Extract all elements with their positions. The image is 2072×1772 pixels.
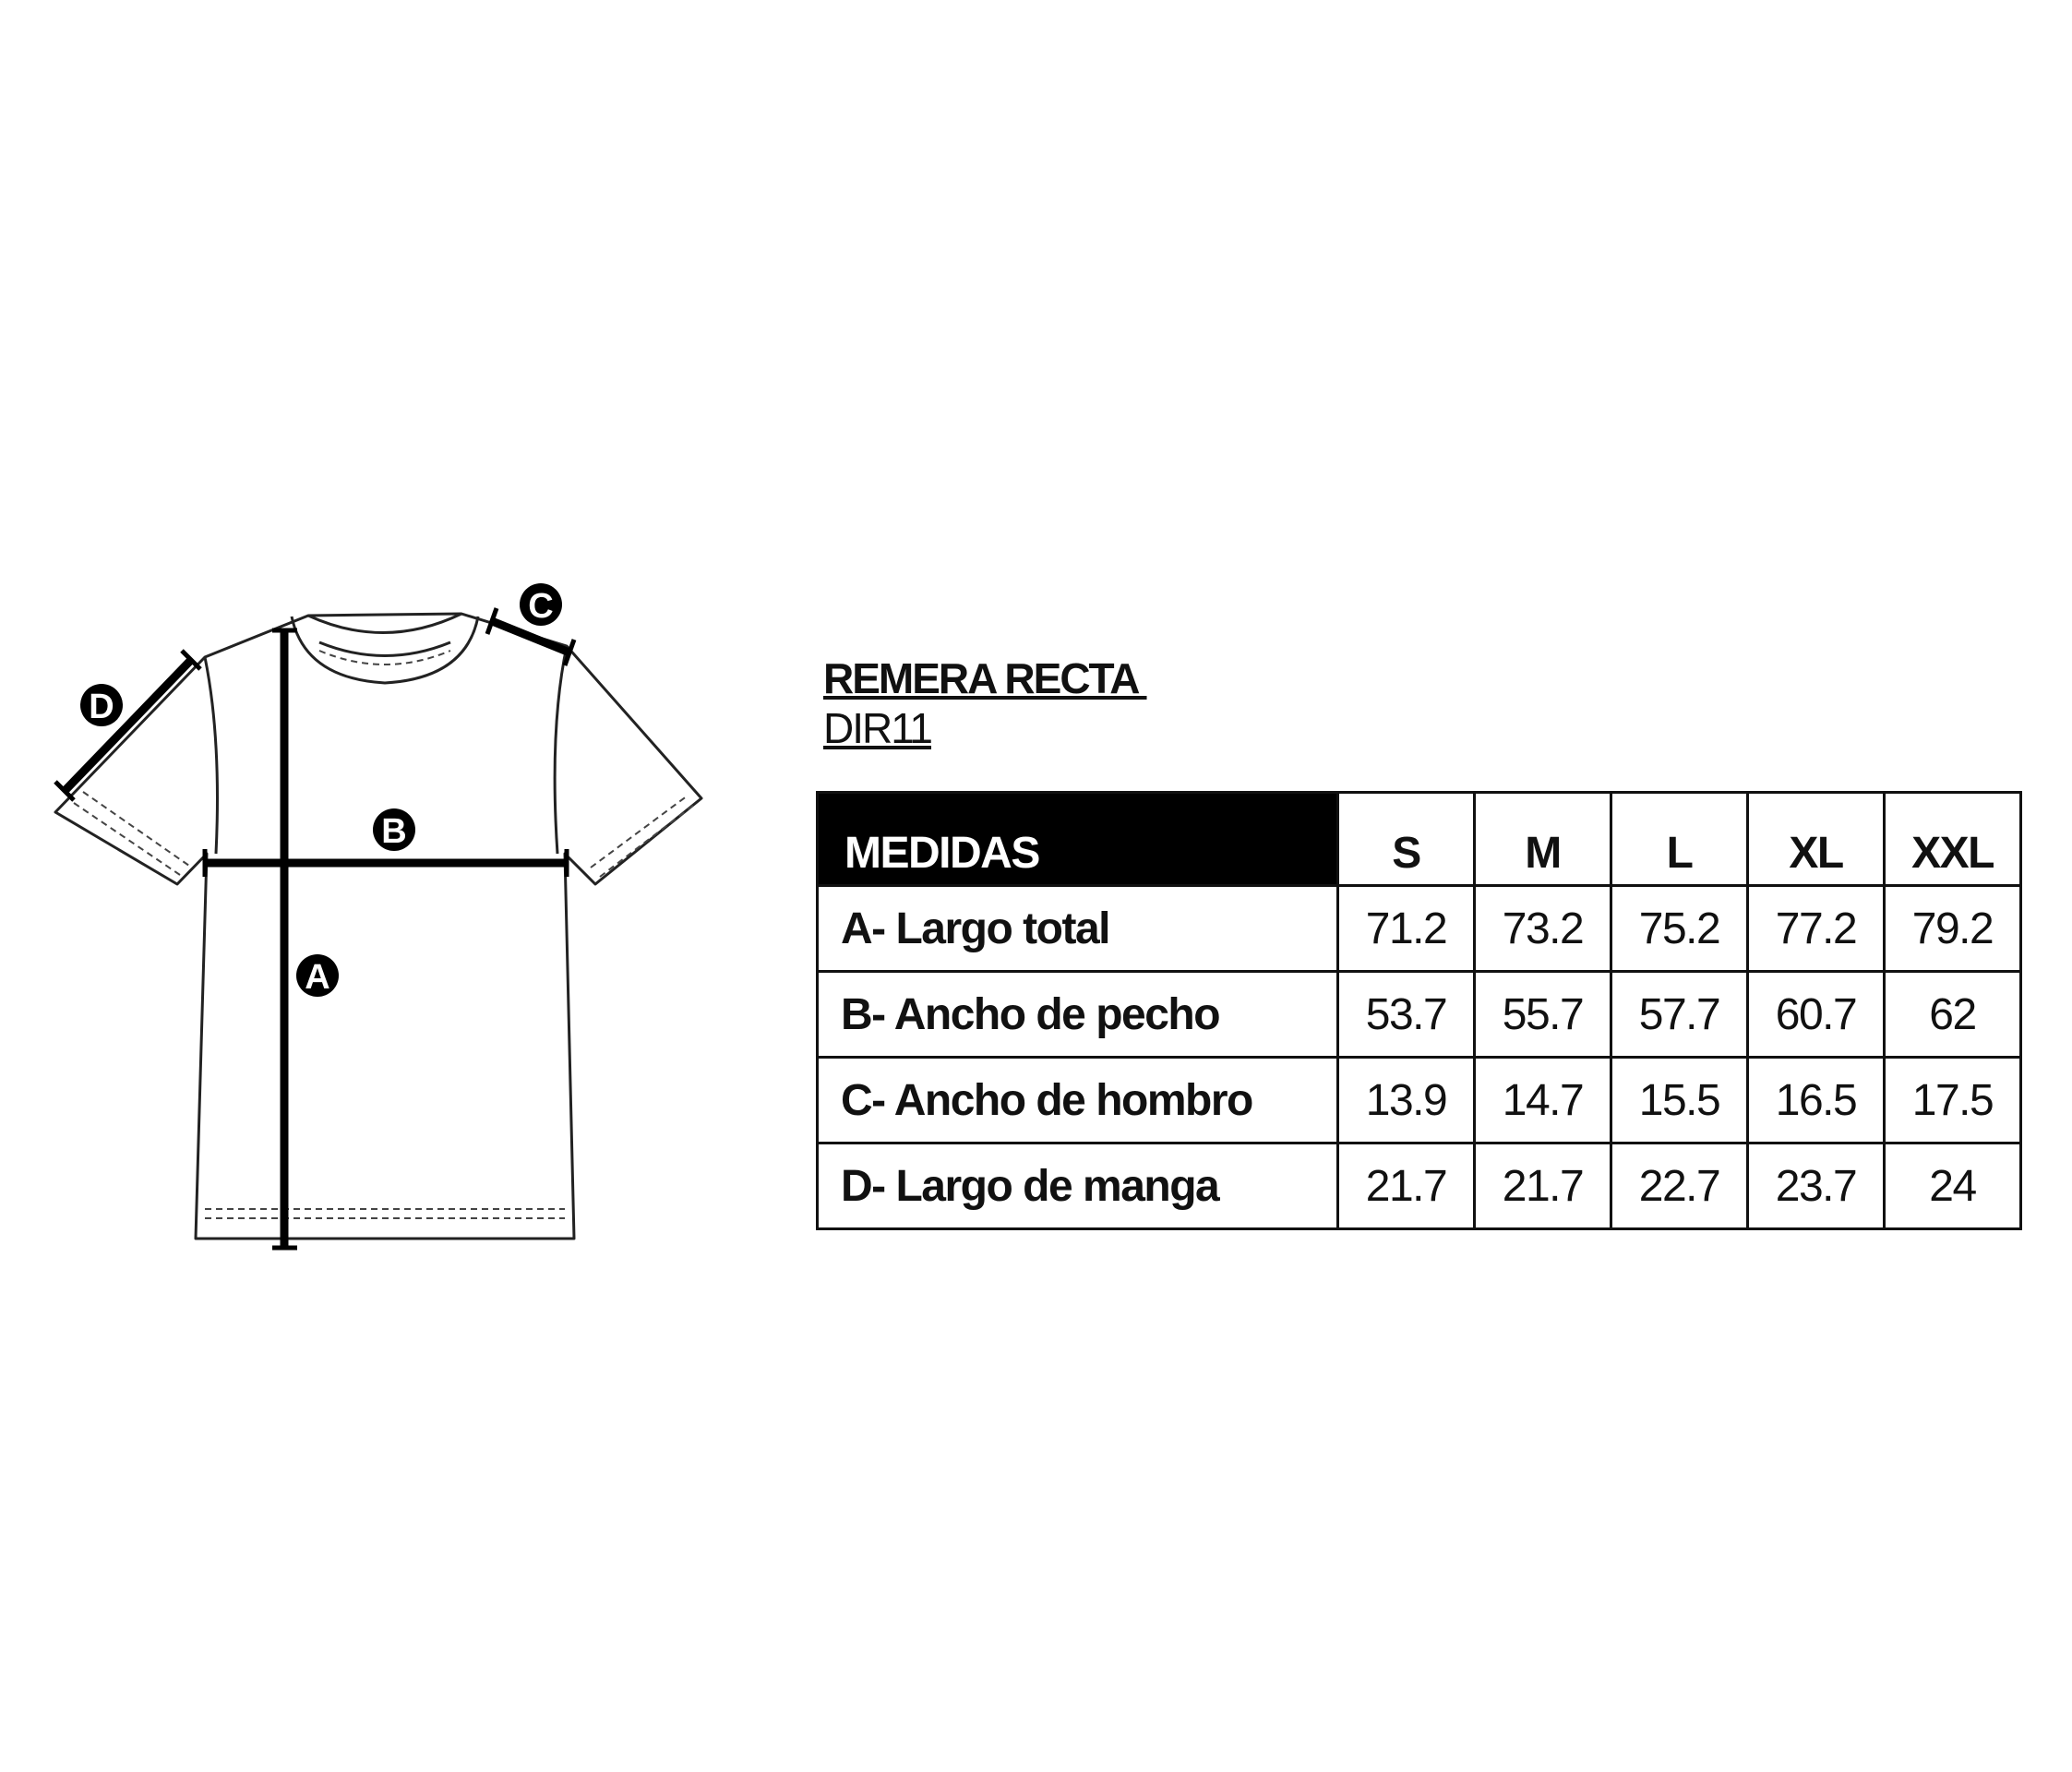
table-row — [818, 1058, 2021, 1143]
measurement-value: 75.2 — [1611, 886, 1748, 972]
svg-text:A: A — [305, 958, 330, 997]
measurement-value: 62 — [1885, 972, 2021, 1058]
table-row — [818, 1143, 2021, 1229]
size-header: M — [1475, 793, 1611, 886]
measurement-value: 21.7 — [1338, 1143, 1475, 1229]
tshirt-measurement-diagram — [0, 0, 812, 1772]
callout-d — [80, 684, 123, 726]
row-label: A- Largo total — [818, 886, 1338, 972]
table-row — [818, 972, 2021, 1058]
table-header-medidas: MEDIDAS — [818, 793, 1338, 886]
measurement-value: 23.7 — [1748, 1143, 1885, 1229]
product-title: REMERA RECTA — [823, 654, 1147, 702]
tshirt-outline — [55, 614, 701, 1239]
measurement-value: 60.7 — [1748, 972, 1885, 1058]
measurement-value: 57.7 — [1611, 972, 1748, 1058]
measurement-value: 13.9 — [1338, 1058, 1475, 1143]
row-label: C- Ancho de hombro — [818, 1058, 1338, 1143]
measurement-value: 73.2 — [1475, 886, 1611, 972]
row-label: D- Largo de manga — [818, 1143, 1338, 1229]
size-header: S — [1338, 793, 1475, 886]
size-header: XL — [1748, 793, 1885, 886]
measurement-value: 16.5 — [1748, 1058, 1885, 1143]
svg-text:C: C — [528, 587, 554, 626]
measurement-value: 22.7 — [1611, 1143, 1748, 1229]
svg-text:D: D — [89, 688, 114, 726]
measurement-value: 21.7 — [1475, 1143, 1611, 1229]
product-code: DIR11 — [823, 704, 931, 752]
size-header: L — [1611, 793, 1748, 886]
measurement-value: 53.7 — [1338, 972, 1475, 1058]
table-row — [818, 886, 2021, 972]
measurement-value: 77.2 — [1748, 886, 1885, 972]
callout-a — [296, 954, 339, 997]
callout-b — [373, 808, 415, 851]
measure-line-d — [65, 660, 191, 791]
measurement-value: 55.7 — [1475, 972, 1611, 1058]
measurement-value: 15.5 — [1611, 1058, 1748, 1143]
size-table — [816, 791, 2022, 1230]
measurement-lines — [55, 608, 574, 1248]
row-label: B- Ancho de pecho — [818, 972, 1338, 1058]
svg-text:B: B — [381, 812, 407, 851]
measurement-value: 17.5 — [1885, 1058, 2021, 1143]
measurement-value: 14.7 — [1475, 1058, 1611, 1143]
stitch-lines — [74, 651, 694, 1218]
size-table-header-row — [818, 793, 2021, 886]
measure-line-c — [492, 621, 569, 653]
measurement-value: 79.2 — [1885, 886, 2021, 972]
measurement-value: 24 — [1885, 1143, 2021, 1229]
size-header: XXL — [1885, 793, 2021, 886]
callout-c — [520, 583, 562, 626]
measurement-value: 71.2 — [1338, 886, 1475, 972]
